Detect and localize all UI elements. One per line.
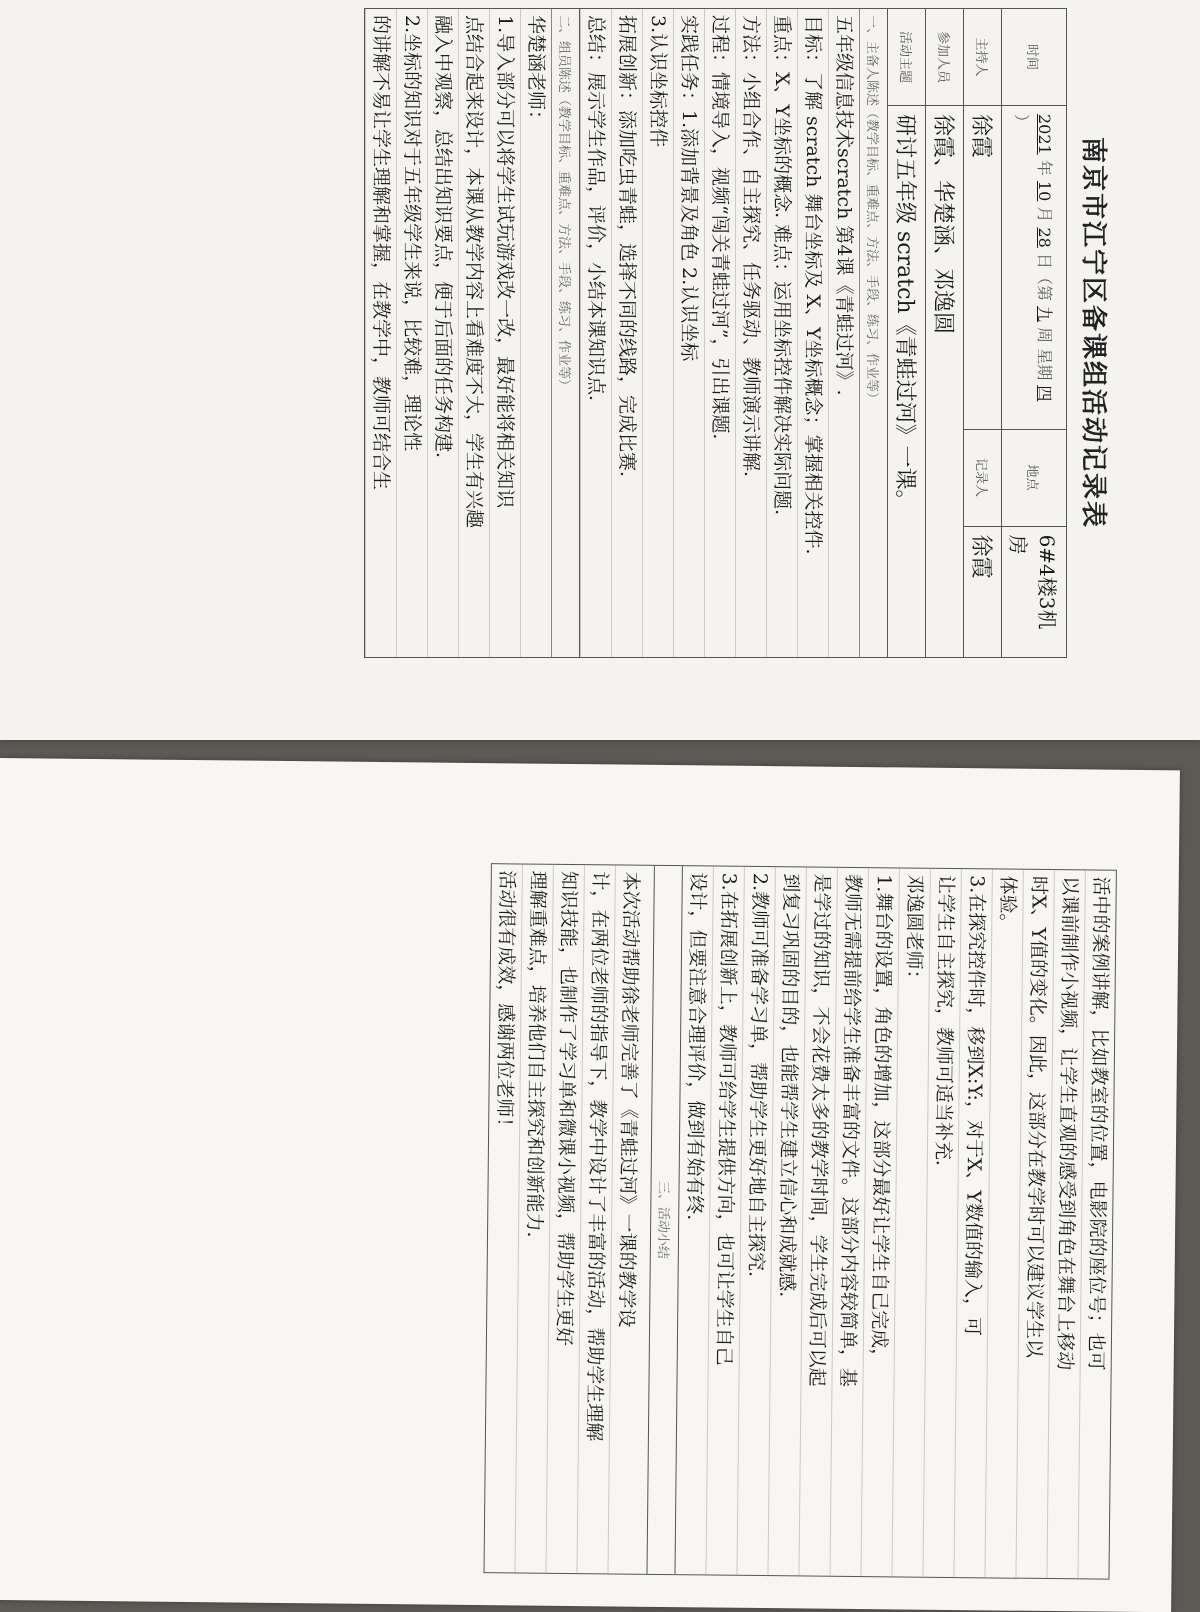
top-page (0, 0, 1200, 740)
section1-box (579, 8, 887, 658)
recorder-value: 徐霞 (964, 526, 1002, 657)
time-label: 时间 (1002, 9, 1067, 106)
bottom-page-content (80, 859, 1117, 1580)
continued-line: 以课前制作小视频，让学生直观的感受到角色在舞台上移动 (1046, 870, 1084, 1578)
day-unit: 日（第 (1035, 252, 1054, 301)
month-value: 10 (1035, 180, 1054, 202)
deng-line: 2.教师可准备学习单，帮助学生更好地自主探究. (736, 867, 774, 1575)
bottom-page (0, 758, 1180, 1612)
section1-line: 实践任务：1.添加背景及角色 2.认识坐标 (673, 9, 704, 657)
deng-line: 教师无需提前给学生准备丰富的文件。这部分内容较简单，基 (829, 868, 867, 1576)
form-title: 南京市江宁区备课组活动记录表 (1078, 136, 1108, 529)
month-unit: 月 (1035, 206, 1054, 223)
summary-line: 知识技能，也制作了学习单和微课小视频，帮助学生更好 (545, 865, 583, 1573)
bottom-form-box (483, 863, 1116, 1580)
section2-line: 点结合起来设计，本课从教学内容上看难度不大，学生有兴趣 (458, 9, 489, 657)
weekday-value: 四 (1035, 385, 1054, 402)
year-unit: 年 (1035, 159, 1054, 176)
section1-line: 总结：展示学生作品，评价，小结本课知识点. (580, 9, 611, 657)
participants-value: 徐霞、华楚涵、邓逸圆 (926, 106, 964, 658)
section2-line: 的讲解不易让学生理解和掌握，在教学中，教师可结合生 (365, 9, 396, 657)
section2-line: 华楚涵老师： (520, 9, 551, 657)
summary-line: 理解重难点，培养他们自主探究和创新能力. (514, 864, 552, 1572)
section2-box (364, 8, 579, 658)
location-label: 地点 (1002, 429, 1067, 526)
participants-row (926, 9, 964, 658)
section2-line: 融入中观察，总结出知识要点，便于后面的任务构建. (427, 9, 458, 657)
summary-line: 活动很有成效，感谢两位老师！ (493, 870, 518, 1137)
top-page-content (90, 8, 1120, 658)
week-value: 九 (1035, 306, 1054, 323)
section1-line: 五年级信息技术scratch 第4课《青蛙过河》. (828, 9, 859, 657)
deng-line: 邓逸圆老师： (891, 868, 929, 1576)
continued-line: 3.在探究控件时，移到X:Y:，对于X、Y数值的输入，可 (953, 869, 991, 1577)
time-value (1002, 106, 1067, 430)
year-value: 2021 (1035, 114, 1054, 155)
summary-line: 本次活动帮助徐老师完善了《青蛙过河》一课的教学设 (607, 865, 645, 1573)
section1-line: 重点：X、Y坐标的概念. 难点：运用坐标控件解决实际问题. (766, 9, 797, 657)
host-row (964, 9, 1002, 658)
section1-line: 方法：小组合作、自主探究、任务驱动、教师演示讲解. (735, 9, 766, 657)
section2-heading: 二、组员陈述（教学目标、重难点、方法、手段、练习、作业等） (551, 9, 579, 657)
theme-row (888, 9, 926, 658)
recorder-label: 记录人 (964, 429, 1002, 526)
section1-heading: 一、主备人陈述（教学目标、重难点、方法、手段、练习、作业等） (859, 9, 887, 657)
continued-line: 时X、Y值的变化。因此，这部分在教学时可以建议学生以 (1015, 870, 1053, 1578)
time-row (1002, 9, 1067, 658)
host-value: 徐霞 (964, 106, 1002, 430)
theme-value: 研讨五年级 scratch《青蛙过河》一课。 (888, 106, 926, 658)
section1-line: 3.认识坐标控件 (642, 9, 673, 657)
section1-line: 目标：了解 scratch 舞台坐标及 X、Y坐标概念；掌握相关控件. (797, 9, 828, 657)
close-paren: ） (1012, 114, 1031, 131)
location-value: 6#4楼3机房 (1002, 526, 1067, 657)
continued-line: 活中的案例讲解，比如教室的位置，电影院的座位号；也可 (1077, 870, 1115, 1578)
participants-label: 参加人员 (926, 9, 964, 106)
theme-label: 活动主题 (888, 9, 926, 106)
deng-line: 3.在拓展创新上，教师可给学生提供方向，也可让学生自己 (705, 866, 743, 1574)
section1-line: 拓展创新：添加吃虫青蛙，选择不同的线路，完成比赛. (611, 9, 642, 657)
day-value: 28 (1035, 227, 1054, 248)
week-unit: 周 星期 (1035, 327, 1054, 381)
section2-line: 2.坐标的知识对于五年级学生来说，比较难，理论性 (396, 9, 427, 657)
summary-line: 计，在两位老师的指导下，教学中设计了丰富的活动，帮助学生理解 (576, 865, 614, 1573)
section2-line: 1.导入部分可以将学生试玩游戏改一改，最好能将相关知识 (489, 9, 520, 657)
host-label: 主持人 (964, 9, 1002, 106)
deng-line: 1.舞台的设置，角色的增加，这部分最好让学生自己完成， (860, 868, 898, 1576)
continued-line: 让学生自主探究，教师可适当补充. (922, 869, 960, 1577)
deng-line: 设计，但要注意合理评价，做到有始有终. (674, 866, 712, 1574)
activity-info-table (887, 8, 1067, 658)
deng-line: 到复习巩固的目的，也能帮学生建立信心和成就感. (767, 867, 805, 1575)
deng-line: 是学过的知识，不会花费太多的教学时间，学生完成后可以起 (798, 867, 836, 1575)
continued-line: 体验。 (984, 869, 1022, 1577)
section3-heading: 三、活动小结 (646, 866, 681, 1574)
section1-line: 过程：情境导入，视频“闯关青蛙过河”，引出课题. (704, 9, 735, 657)
